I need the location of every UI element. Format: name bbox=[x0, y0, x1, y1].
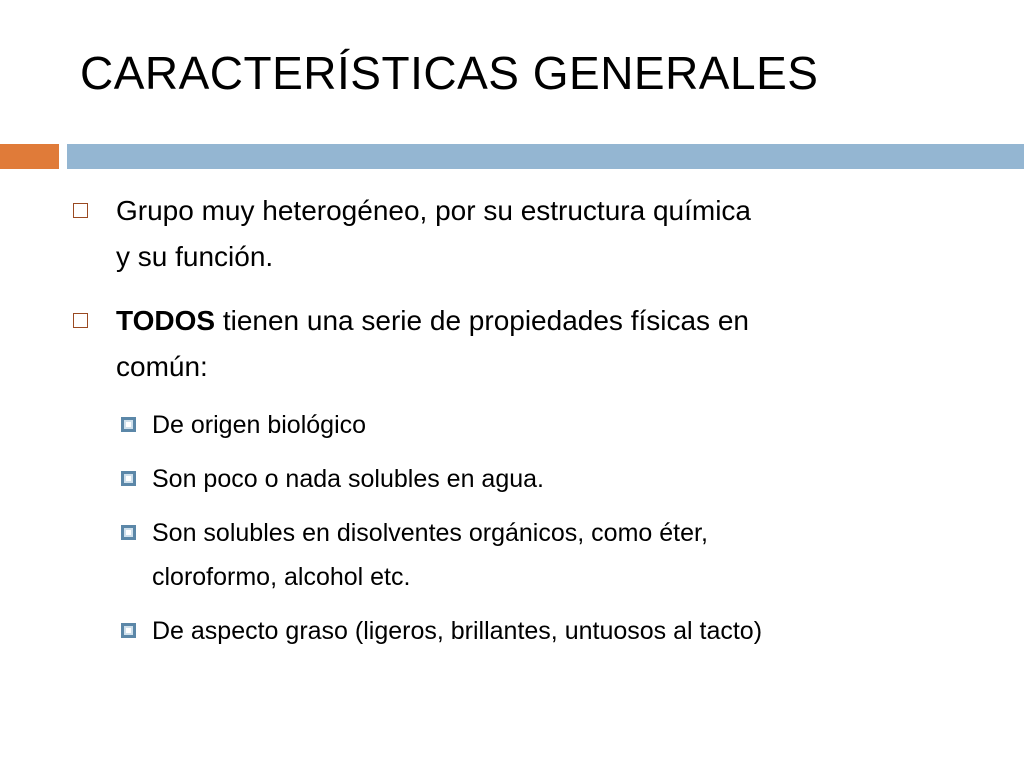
sub-bullet-line: Son poco o nada solubles en agua. bbox=[152, 465, 544, 493]
sub-bullet-item bbox=[152, 457, 972, 501]
filled-square-bullet-icon bbox=[121, 623, 136, 638]
filled-square-bullet-icon bbox=[121, 471, 136, 486]
square-bullet-icon bbox=[73, 313, 88, 328]
bullet-line bbox=[116, 298, 956, 344]
bullet-item bbox=[116, 188, 956, 280]
bullet-line: Grupo muy heterogéneo, por su estructura química bbox=[116, 195, 752, 226]
bullet-text: tienen una serie de propiedades físicas en bbox=[215, 305, 749, 336]
sub-bullet-item bbox=[152, 403, 972, 447]
sub-bullet-line: De aspecto graso (ligeros, brillantes, untuosos al tacto) bbox=[152, 617, 763, 645]
bullet-line: común: bbox=[116, 351, 208, 382]
bullet-emphasis: TODOS bbox=[116, 305, 216, 336]
sub-bullet-item bbox=[152, 511, 972, 599]
bullet-line: y su función. bbox=[116, 241, 274, 272]
filled-square-bullet-icon bbox=[121, 417, 136, 432]
bullet-item bbox=[116, 298, 956, 390]
filled-square-bullet-icon bbox=[121, 525, 136, 540]
square-bullet-icon bbox=[73, 203, 88, 218]
sub-bullet-line: Son solubles en disolventes orgánicos, como éter, bbox=[152, 519, 708, 547]
sub-bullet-line: De origen biológico bbox=[152, 411, 367, 439]
sub-bullet-item bbox=[152, 609, 972, 653]
sub-bullet-line: cloroformo, alcohol etc. bbox=[152, 563, 411, 591]
slide-title: CARACTERÍSTICAS GENERALES bbox=[80, 47, 819, 99]
